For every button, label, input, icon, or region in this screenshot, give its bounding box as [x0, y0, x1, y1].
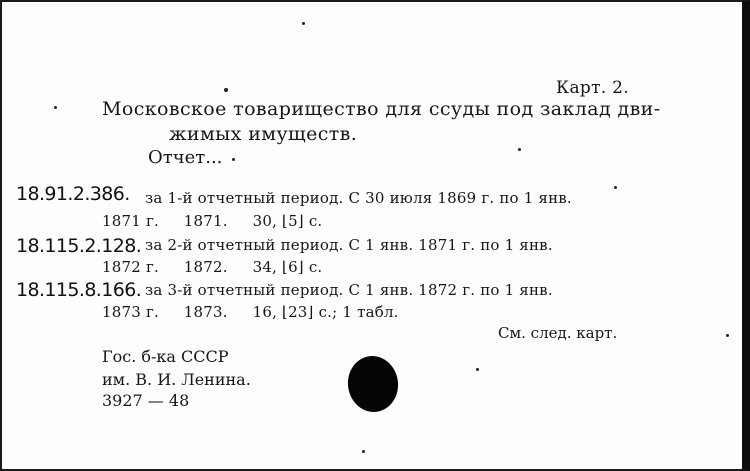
entry-2-line-2: 1872 г. 1872. 34, ⌊6⌋ с. — [102, 258, 323, 276]
card-number: Карт. 2. — [556, 78, 630, 98]
ink-speck — [614, 186, 617, 189]
shelfmark-2: 18.115.2.128. — [16, 235, 142, 257]
title-line-1: Московское товарищество для ссуды под заклад дви- — [102, 98, 661, 120]
shelfmark-1: 18.91.2.386. — [16, 183, 130, 205]
entry-1-line-1: за 1-й отчетный период. С 30 июля 1869 г. по 1 янв. — [145, 189, 572, 207]
title-line-2: жимых имуществ. — [169, 123, 358, 145]
ink-speck — [726, 334, 729, 337]
ink-speck — [302, 22, 305, 25]
library-line-1: Гос. б-ка СССР — [102, 347, 229, 366]
ink-speck — [224, 88, 228, 92]
ink-speck — [476, 368, 479, 371]
entry-3-line-1: за 3-й отчетный период. С 1 янв. 1872 г. по 1 янв. — [145, 281, 553, 299]
subtitle: Отчет... — [148, 147, 223, 168]
ink-speck — [362, 450, 365, 453]
ink-speck — [518, 148, 521, 151]
ink-stamp-blot — [344, 353, 401, 415]
ink-speck — [54, 106, 57, 109]
entry-2-line-1: за 2-й отчетный период. С 1 янв. 1871 г. по 1 янв. — [145, 236, 553, 254]
see-next-card-note: См. след. карт. — [498, 324, 618, 342]
library-line-2: им. В. И. Ленина. — [102, 370, 251, 389]
library-line-3: 3927 — 48 — [102, 391, 190, 410]
ink-speck — [232, 158, 235, 161]
shelfmark-3: 18.115.8.166. — [16, 279, 142, 301]
entry-3-line-2: 1873 г. 1873. 16, ⌊23⌋ с.; 1 табл. — [102, 303, 399, 321]
entry-1-line-2: 1871 г. 1871. 30, ⌊5⌋ с. — [102, 212, 323, 230]
